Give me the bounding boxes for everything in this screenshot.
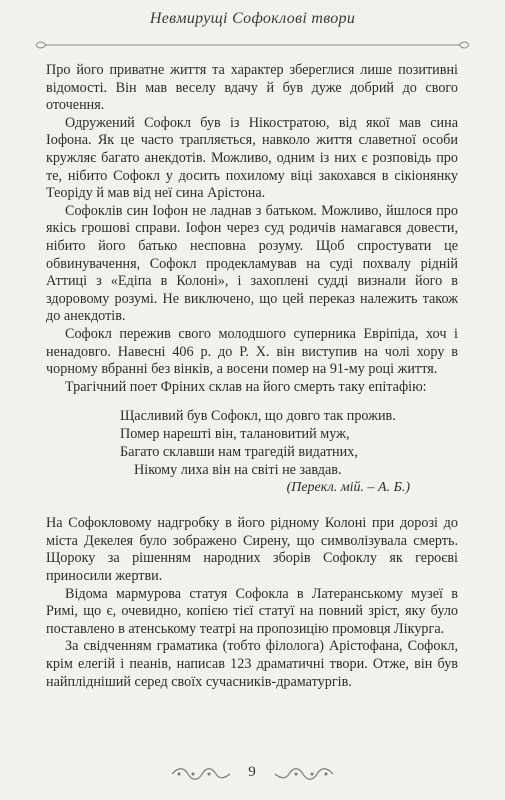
page-body — [46, 62, 458, 691]
translation-credit: (Перекл. мій. – А. Б.) — [286, 480, 410, 496]
paragraph: Софокл пережив свого молодшого суперника Евріпіда, хоч і ненадовго. Навесні 406 р. до Р. Х. він виступив на чолі хору в чорному вбранні без вінків, а восени помер на 91-му році життя. — [46, 325, 458, 378]
header-ornament-rule — [36, 38, 469, 52]
poem-line: Багато склавши нам трагедій видатних, — [120, 444, 358, 461]
poem-line: Щасливий був Софокл, що довго так прожив. — [120, 408, 396, 425]
paragraph: Трагічний поет Фріних склав на його смерть таку епітафію: — [65, 378, 427, 395]
page-title: Невмирущі Софоклові твори — [149, 10, 356, 27]
paragraph: Відома мармурова статуя Софокла в Латеранському музеї в Римі, що є, очевидно, копією тієї статуї на повний зріст, яку було поставлено в атенському театрі на пропозицію промовця Лікурга. — [46, 585, 458, 637]
paragraph: За свідченням граматика (тобто філолога) Арістофана, Софокл, крім елегій і пеанів, написав 123 драматичні твори. Отже, він був найплідніший серед своїх сучасників-драматургів. — [46, 638, 458, 690]
paragraph: Одружений Софокл був із Нікостратою, від якої мав сина Іофона. Як це часто трапляється, навколо життя славетної особи кружляє багато анекдотів. Можливо, одним із них є розповідь про те, нібито Софокл у досить похилому віці закохався в сікіонянку Теоріду й мав від неї сина Арістона. — [46, 114, 458, 202]
running-header — [36, 8, 469, 42]
poem-line: Нікому лиха він на світі не завдав. — [134, 462, 342, 479]
poem-line: Помер нарешті він, талановитий муж, — [120, 426, 350, 443]
paragraph: На Софокловому надгробку в його рідному Колоні при дорозі до міста Декелея було зображено Сирену, що символізувала смерть. Щороку за рішенням народних зборів Софоклу як героєві приносили жертви. — [46, 515, 458, 585]
paragraph: Про його приватне життя та характер збереглися лише позитивні відомості. Він мав веселу вдачу й був дуже добрий до свого оточення. — [46, 62, 458, 114]
footer-ornament-left — [170, 766, 232, 782]
footer-ornament-right — [273, 766, 335, 782]
paragraph: Софоклів син Іофон не ладнав з батьком. Можливо, йшлося про якісь грошові справи. Іофон через суд родичів намагався довести, нібито його батько несповна розуму. Щоб спростувати це обвинувачення, Софокл продекламував на суді похвалу рідній Аттиці з «Едіпа в Колоні», і захоплені судді визнали його в здоровому розумі. Не виключено, що цей переказ належить також до анекдотів. — [46, 202, 458, 325]
page-number: 9 — [248, 764, 256, 780]
epitaph-poem — [120, 407, 420, 497]
page-footer — [170, 764, 335, 786]
